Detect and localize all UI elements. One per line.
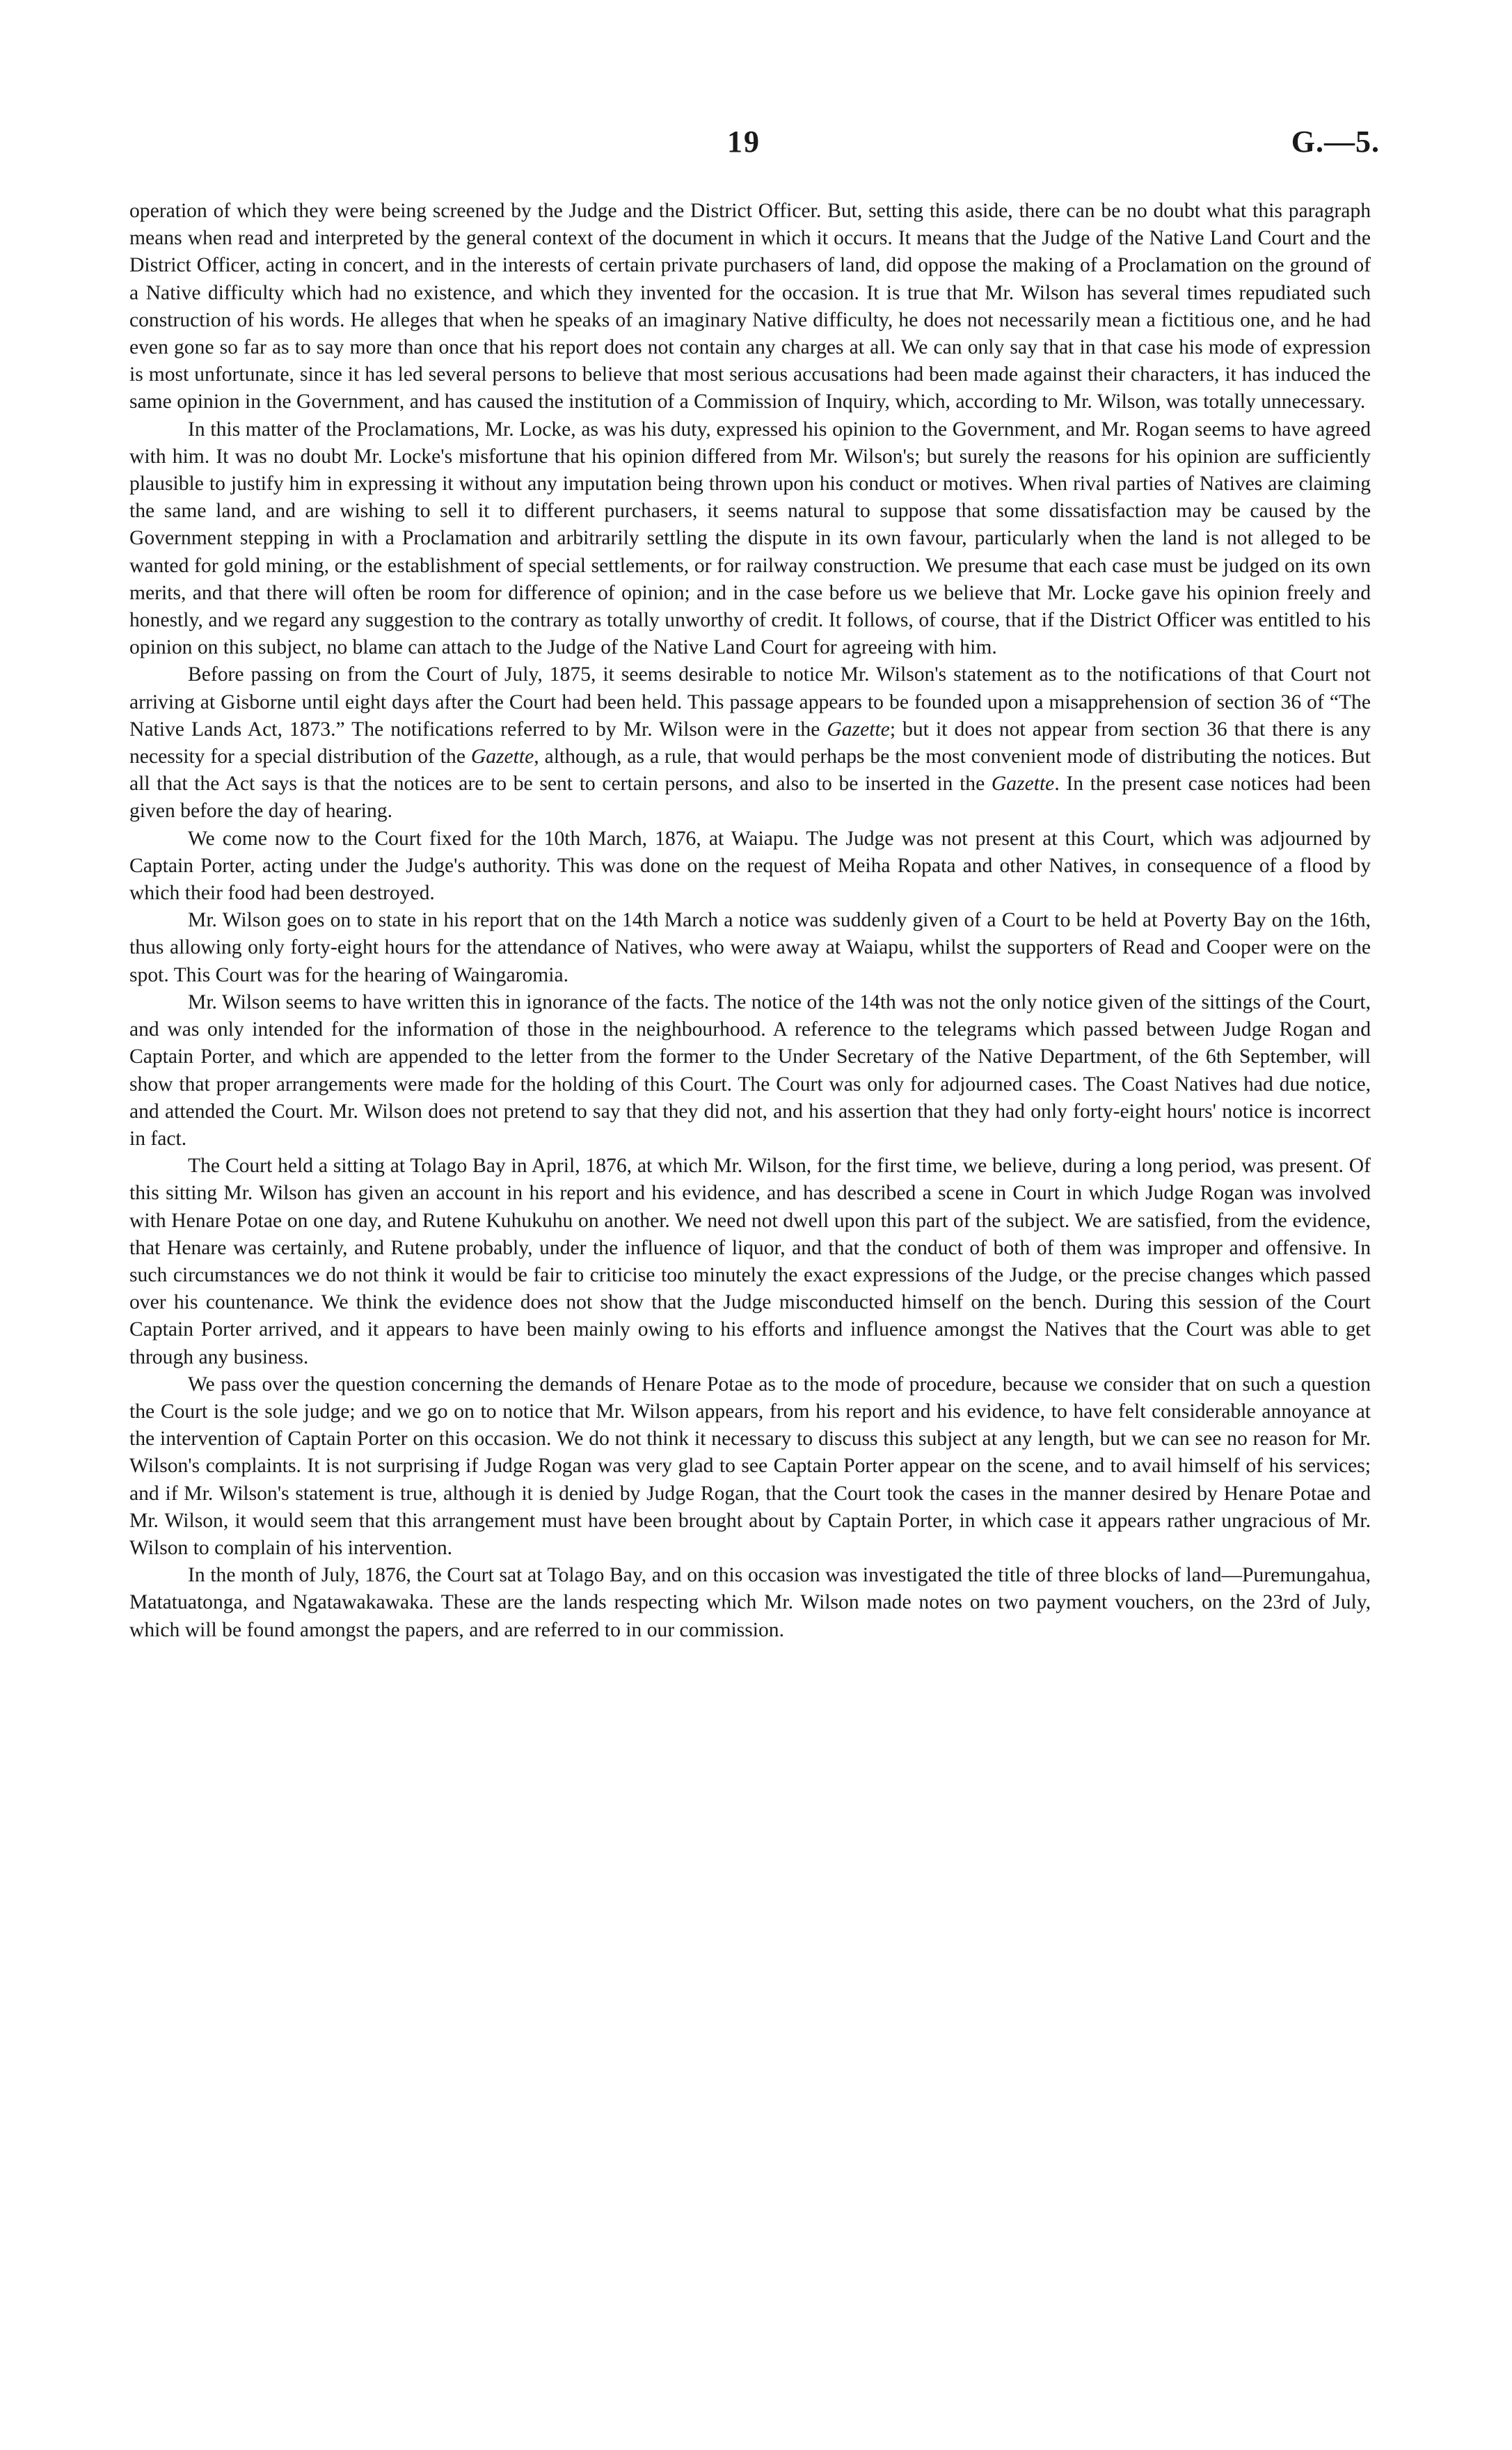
paragraph-text: Before passing on from the Court of July, 1875, it seems desirable to notice Mr. Wilson's statement as to the notifications of that Court not arriving at Gisborne until eight days after the Court had been held. This passage appears to be founded upon a misapprehension of section 36 of “The Native Lands Act, 1873.” The notifications referred to by Mr. Wilson were in the (129, 663, 1371, 741)
paragraph (129, 198, 1371, 416)
paragraph-text: ; but it does not appear from section 36 that there is any necessity for a special distribution of the (129, 718, 1371, 768)
italic-text: Gazette (470, 745, 534, 768)
paragraph-text: We come now to the Court fixed for the 10th March, 1876, at Waiapu. The Judge was not present at this Court, which was adjourned by Captain Porter, acting under the Judge's authority. This was done on the request of Meiha Ropata and other Natives, in consequence of a flood by which their food had been destroyed. (129, 827, 1371, 905)
paragraph (129, 989, 1371, 1153)
paragraph-text: . In the present case notices had been given before the day of hearing. (129, 773, 1371, 823)
paragraph-text: The Court held a sitting at Tolago Bay in April, 1876, at which Mr. Wilson, for the first time, we believe, during a long period, was present. Of this sitting Mr. Wilson has given an account in his report and his evidence, and has described a scene in Court in which Judge Rogan was involved with Henare Potae on one day, and Rutene Kuhukuhu on another. We need not dwell upon this part of the subject. We are satisfied, from the evidence, that Henare was certainly, and Rutene probably, under the influence of liquor, and that the conduct of both of them was improper and offensive. In such circumstances we do not think it would be fair to criticise too minutely the exact expressions of the Judge, or the precise changes which passed over his countenance. We think the evidence does not show that the Judge misconducted himself on the bench. During this session of the Court Captain Porter arrived, and it appears to have been mainly owing to his efforts and influence amongst the Natives that the Court was able to get through any business. (129, 1155, 1371, 1368)
document-reference: G.—5. (1291, 125, 1380, 159)
paragraph (129, 1371, 1371, 1562)
paragraph (129, 661, 1371, 825)
paragraph (129, 825, 1371, 908)
paragraph-text: Mr. Wilson seems to have written this in ignorance of the facts. The notice of the 14th was not the only notice given of the sittings of the Court, and was only intended for the information of those in the neighbourhood. A reference to the telegrams which passed between Judge Rogan and Captain Porter, and which are appended to the letter from the former to the Under Secretary of the Native Department, of the 6th September, will show that proper arrangements were made for the holding of this Court. The Court was only for adjourned cases. The Coast Natives had due notice, and attended the Court. Mr. Wilson does not pretend to say that they did not, and his assertion that they had only forty-eight hours' notice is incorrect in fact. (129, 990, 1371, 1150)
italic-text: Gazette (991, 773, 1055, 796)
italic-text: Gazette (827, 718, 890, 741)
page-number: 19 (727, 125, 761, 159)
paragraph (129, 1562, 1371, 1644)
paragraph-text: We pass over the question concerning the demands of Henare Potae as to the mode of procedure, because we consider that on such a question the Court is the sole judge; and we go on to notice that Mr. Wilson appears, from his report and his evidence, to have felt considerable annoyance at the intervention of Captain Porter on this occasion. We do not think it necessary to discuss this subject at any length, but we can see no reason for Mr. Wilson's complaints. It is not surprising if Judge Rogan was very glad to see Captain Porter appear on the scene, and to avail himself of his services; and if Mr. Wilson's statement is true, although it is denied by Judge Rogan, that the Court took the cases in the manner desired by Henare Potae and Mr. Wilson, it would seem that this arrangement must have been brought about by Captain Porter, in which case it appears rather ungracious of Mr. Wilson to complain of his intervention. (129, 1373, 1371, 1559)
paragraph (129, 416, 1371, 662)
paragraph-text: In the month of July, 1876, the Court sat at Tolago Bay, and on this occasion was investigated the title of three blocks of land—Puremungahua, Matatuatonga, and Ngatawakawaka. These are the lands respecting which Mr. Wilson made notes on two payment vouchers, on the 23rd of July, which will be found amongst the papers, and are referred to in our commission. (129, 1564, 1371, 1641)
paragraph-text: In this matter of the Proclamations, Mr. Locke, as was his duty, expressed his opinion to the Government, and Mr. Rogan seems to have agreed with him. It was no doubt Mr. Locke's misfortune that his opinion differed from Mr. Wilson's; but surely the reasons for his opinion are sufficiently plausible to justify him in expressing it without any imputation being thrown upon his conduct or motives. When rival parties of Natives are claiming the same land, and are wishing to sell it to different purchasers, it seems natural to suppose that some dissatisfaction may be caused by the Government stepping in with a Proclamation and arbitrarily settling the dispute in its own favour, particularly when the land is not alleged to be wanted for gold mining, or the establishment of special settlements, or for railway construction. We presume that each case must be judged on its own merits, and that there will often be room for difference of opinion; and in the case before us we believe that Mr. Locke gave his opinion freely and honestly, and we regard any suggestion to the contrary as totally unworthy of credit. It follows, of course, that if the District Officer was entitled to his opinion on this subject, no blame can attach to the Judge of the Native Land Court for agreeing with him. (129, 418, 1371, 659)
page-header (0, 124, 1512, 180)
paragraph-text: , although, as a rule, that would perhaps be the most convenient mode of distributing the notices. But all that the Act says is that the notices are to be sent to certain persons, and also to be inserted in the (129, 745, 1371, 796)
paragraph (129, 907, 1371, 989)
paragraph-text: Mr. Wilson goes on to state in his report that on the 14th March a notice was suddenly given of a Court to be held at Poverty Bay on the 16th, thus allowing only forty-eight hours for the attendance of Natives, who were away at Waiapu, whilst the supporters of Read and Cooper were on the spot. This Court was for the hearing of Waingaromia. (129, 909, 1371, 986)
paragraph (129, 1153, 1371, 1371)
body-text (129, 198, 1371, 1644)
paragraph-text: operation of which they were being screened by the Judge and the District Officer. But, setting this aside, there can be no doubt what this paragraph means when read and interpreted by the general context of the document in which it occurs. It means that the Judge of the Native Land Court and the District Officer, acting in concert, and in the interests of certain private purchasers of land, did oppose the making of a Proclamation on the ground of a Native difficulty which had no existence, and which they invented for the occasion. It is true that Mr. Wilson has several times repudiated such construction of his words. He alleges that when he speaks of an imaginary Native difficulty, he does not necessarily mean a fictitious one, and he had even gone so far as to say more than once that his report does not contain any charges at all. We can only say that in that case his mode of expression is most unfortunate, since it has led several persons to believe that most serious accusations had been made against their characters, it has induced the same opinion in the Government, and has caused the institution of a Commission of Inquiry, which, according to Mr. Wilson, was totally unnecessary. (129, 200, 1371, 413)
